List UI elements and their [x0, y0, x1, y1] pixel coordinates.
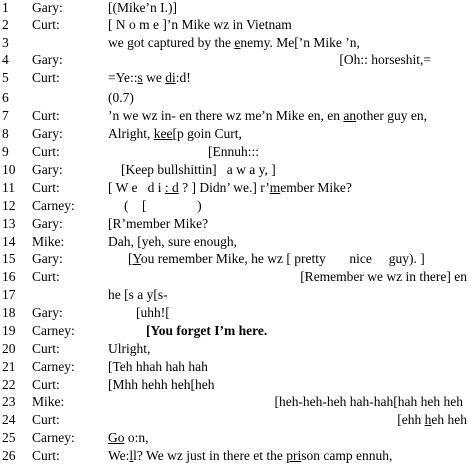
transcript-line [0, 197, 471, 214]
utterance-segment: l [129, 448, 134, 463]
speaker-label: Gary: [32, 251, 63, 266]
speaker-label: Curt: [32, 108, 60, 123]
transcript-line [0, 286, 471, 303]
speaker-label: Curt: [32, 341, 60, 356]
transcript-line [0, 69, 471, 86]
utterance-segment: We: [108, 448, 130, 463]
utterance-segment: h [424, 412, 432, 427]
speaker-label: Gary: [32, 305, 63, 320]
speaker-label: Curt: [32, 144, 60, 159]
speaker-label: Curt: [32, 412, 60, 427]
transcript-line [0, 250, 471, 267]
utterance-segment: ? ] Didn’ we.] r’ [178, 180, 270, 195]
line-number: 11 [2, 180, 15, 195]
utterance-text [128, 250, 425, 267]
transcript-line [0, 161, 471, 178]
utterance-segment: ember Mike? [280, 180, 352, 195]
transcript-line [0, 358, 471, 375]
utterance-text [274, 393, 463, 410]
line-number: 12 [2, 198, 16, 213]
line-number: 23 [2, 394, 16, 409]
utterance-text [108, 215, 208, 232]
transcript-line [0, 179, 471, 196]
utterance-text [146, 322, 267, 339]
line-number: 26 [2, 448, 16, 463]
utterance-text [108, 89, 134, 106]
utterance-segment: [ [128, 251, 133, 266]
utterance-text [108, 429, 149, 446]
utterance-segment: l? We wz just in there et the [133, 448, 287, 463]
utterance-segment: ( [ ) [124, 198, 202, 213]
utterance-text [136, 304, 170, 321]
utterance-text [300, 268, 467, 285]
transcript-line [0, 215, 471, 232]
transcript-line [0, 125, 471, 142]
speaker-label: Curt: [32, 448, 60, 463]
utterance-segment: (0.7) [108, 90, 134, 105]
utterance-text [108, 16, 292, 33]
line-number: 2 [2, 17, 9, 32]
line-number: 20 [2, 341, 16, 356]
utterance-segment: nemy. Me[’n Mike ’n, [240, 35, 360, 50]
utterance-text [108, 34, 360, 51]
utterance-text [397, 411, 467, 428]
line-number: 16 [2, 269, 16, 284]
speaker-label: Carney: [32, 198, 75, 213]
transcript-line [0, 34, 471, 51]
line-number: 25 [2, 430, 16, 445]
transcript-line [0, 51, 471, 68]
utterance-text [108, 340, 150, 357]
utterance-segment: eh heh [431, 412, 467, 427]
utterance-text [339, 51, 431, 68]
transcript-line [0, 411, 471, 428]
utterance-text [121, 161, 276, 178]
speaker-label: Gary: [32, 216, 63, 231]
utterance-segment: Dah, [yeh, sure enough, [108, 234, 237, 249]
utterance-segment: [Mhh hehh heh[heh [108, 377, 215, 392]
utterance-segment: m [269, 180, 281, 195]
utterance-segment: [Keep bullshittin] a w a y, ] [121, 162, 276, 177]
utterance-segment: [heh-heh-heh hah-hah[hah heh heh [274, 394, 463, 409]
utterance-segment: [p goin Curt, [172, 126, 242, 141]
utterance-text [108, 125, 242, 142]
line-number: 4 [2, 52, 9, 67]
line-number: 17 [2, 287, 16, 302]
utterance-segment: ’n we wz in- en there wz me’n Mike en, en [108, 108, 344, 123]
utterance-text [108, 69, 191, 86]
transcript-line [0, 393, 471, 410]
speaker-label: Carney: [32, 359, 75, 374]
line-number: 6 [2, 90, 9, 105]
utterance-segment: Go [108, 430, 125, 445]
line-number: 7 [2, 108, 9, 123]
utterance-segment: other guy en, [356, 108, 428, 123]
speaker-label: Carney: [32, 430, 75, 445]
speaker-label: Curt: [32, 17, 60, 32]
speaker-label: Mike: [32, 234, 65, 249]
line-number: 21 [2, 359, 16, 374]
speaker-label: Curt: [32, 180, 60, 195]
line-number: 8 [2, 126, 9, 141]
transcript-line [0, 233, 471, 250]
speaker-label: Curt: [32, 269, 60, 284]
line-number: 14 [2, 234, 16, 249]
utterance-segment: ou remember Mike, he wz [ pretty nice guy). ] [140, 251, 425, 266]
utterance-segment: [Remember we wz in there] en [300, 269, 467, 284]
line-number: 19 [2, 323, 16, 338]
utterance-segment: we [142, 70, 166, 85]
transcript-line [0, 322, 471, 339]
line-number: 9 [2, 144, 9, 159]
utterance-segment: :d! [175, 70, 191, 85]
utterance-segment: [ N o m e ]’n Mike wz in Vietnam [108, 17, 292, 32]
utterance-segment: son camp ennuh, [301, 448, 393, 463]
utterance-segment: o:n, [124, 430, 149, 445]
utterance-segment: di [165, 70, 176, 85]
utterance-segment: an [343, 108, 357, 123]
utterance-segment: kee [153, 126, 173, 141]
speaker-label: Mike: [32, 394, 65, 409]
transcript-line [0, 89, 471, 106]
utterance-text [108, 233, 237, 250]
utterance-segment: [Ennuh::: [208, 144, 259, 159]
transcript-line [0, 16, 471, 33]
line-number: 5 [2, 70, 9, 85]
utterance-segment: [Teh hhah hah hah [108, 359, 208, 374]
utterance-segment: : d [164, 180, 179, 195]
transcript-line [0, 304, 471, 321]
utterance-segment: [ehh [397, 412, 425, 427]
speaker-label: Gary: [32, 52, 63, 67]
utterance-segment: we got captured by the [108, 35, 235, 50]
speaker-label: Curt: [32, 70, 60, 85]
utterance-text [108, 0, 177, 16]
utterance-segment: =Ye:: [108, 70, 138, 85]
utterance-segment: [ W e d i [108, 180, 165, 195]
speaker-label: Gary: [32, 126, 63, 141]
line-number: 18 [2, 305, 16, 320]
utterance-segment: s [137, 70, 143, 85]
line-number: 13 [2, 216, 16, 231]
utterance-segment: Alright, [108, 126, 154, 141]
utterance-text [108, 376, 214, 393]
line-number: 15 [2, 251, 16, 266]
transcript-line [0, 143, 471, 160]
utterance-segment: he [s a y[s- [108, 287, 168, 302]
utterance-segment: [Oh:: horseshit,= [339, 52, 431, 67]
utterance-segment: [R’member Mike? [108, 216, 209, 231]
transcript-line [0, 340, 471, 357]
utterance-text [124, 197, 202, 214]
line-number: 10 [2, 162, 16, 177]
utterance-segment: pri [286, 448, 302, 463]
transcript-line [0, 107, 471, 124]
utterance-text [208, 143, 259, 160]
transcript-line [0, 268, 471, 285]
utterance-segment: Ulright, [108, 341, 151, 356]
transcript-line [0, 376, 471, 393]
speaker-label: Gary: [32, 0, 63, 15]
speaker-label: Carney: [32, 323, 75, 338]
line-number: 22 [2, 377, 16, 392]
utterance-text [108, 107, 427, 124]
utterance-text [108, 179, 352, 196]
line-number: 1 [2, 0, 9, 15]
speaker-label: Curt: [32, 377, 60, 392]
line-number: 3 [2, 35, 9, 50]
utterance-text [108, 286, 168, 303]
speaker-label: Gary: [32, 162, 63, 177]
utterance-segment: e [234, 35, 241, 50]
utterance-segment: [uhh![ [136, 305, 170, 320]
utterance-segment: Y [132, 251, 141, 266]
transcript-line [0, 0, 471, 16]
transcript-line [0, 429, 471, 446]
utterance-text [108, 358, 208, 375]
utterance-segment: [You forget I’m here. [146, 323, 268, 338]
utterance-segment: [(Mike’n I.)] [108, 0, 177, 15]
line-number: 24 [2, 412, 16, 427]
